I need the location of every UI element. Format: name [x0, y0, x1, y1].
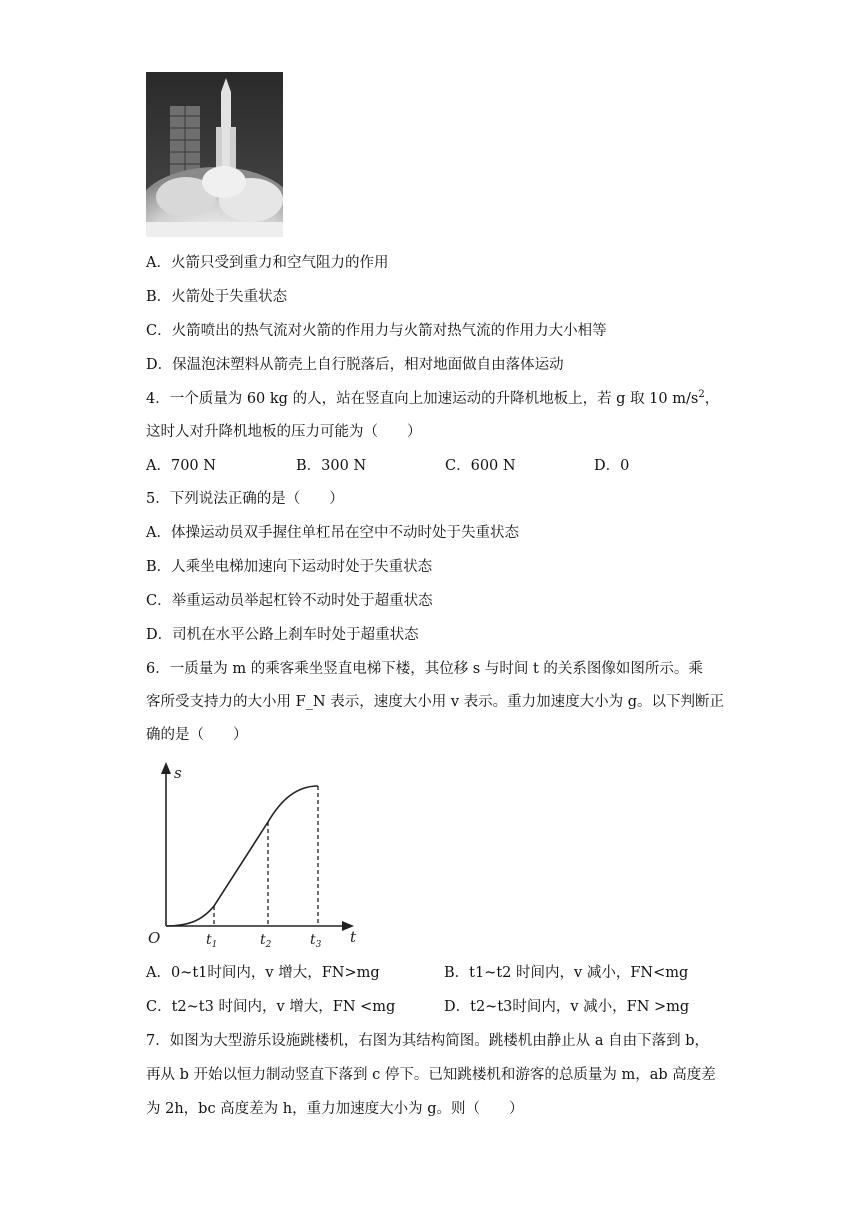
y-axis-arrow — [161, 762, 171, 774]
q6-option-b: B．t1~t2 时间内，v 减小，FN<mg — [444, 965, 689, 981]
q4-stem-line1: 4．一个质量为 60 kg 的人，站在竖直向上加速运动的升降机地板上，若 g 取 10 $m/s^2$， — [146, 389, 720, 407]
origin-label: O — [148, 929, 161, 947]
q6-option-d: D．t2~t3时间内，v 减小，FN >mg — [444, 999, 690, 1015]
q5-option-b: B．人乘坐电梯加速向下运动时处于失重状态 — [146, 559, 433, 575]
q6-option-a: A．0~t1时间内，v 增大，FN>mg — [146, 965, 380, 981]
q6-stem-line1: 6．一质量为 m 的乘客乘坐竖直电梯下楼，其位移 s 与时间 t 的关系图像如图所示。乘 — [146, 661, 703, 677]
s-t-curve — [166, 786, 318, 926]
q4-option-c: C．600 N — [445, 458, 516, 474]
q6-stem-line2: 客所受支持力的大小用 F_N 表示，速度大小用 v 表示。重力加速度大小为 g。以下判断正 — [146, 694, 725, 710]
q3-option-d: D．保温泡沫塑料从箭壳上自行脱落后，相对地面做自由落体运动 — [146, 357, 564, 373]
s-t-graph — [146, 760, 362, 952]
tick-label-t2: $t_2$ — [260, 932, 272, 950]
q4-option-a: A．700 N — [146, 458, 216, 474]
q6-option-c: C．t2~t3 时间内，v 增大，FN <mg — [146, 999, 396, 1015]
tick-label-t3: $t_3$ — [310, 932, 322, 950]
q5-option-a: A．体操运动员双手握住单杠吊在空中不动时处于失重状态 — [146, 525, 519, 541]
q4-stem-line2: 这时人对升降机地板的压力可能为（ ） — [146, 424, 422, 440]
q5-option-d: D．司机在水平公路上刹车时处于超重状态 — [146, 627, 419, 643]
q3-option-b: B．火箭处于失重状态 — [146, 289, 288, 305]
q4-option-d: D．0 — [594, 458, 630, 474]
q5-stem: 5．下列说法正确的是（ ） — [146, 491, 344, 507]
q7-stem-line3: 为 2h，bc 高度差为 h，重力加速度大小为 g。则（ ） — [146, 1101, 524, 1117]
q3-option-c: C．火箭喷出的热气流对火箭的作用力与火箭对热气流的作用力大小相等 — [146, 323, 607, 339]
q5-option-c: C．举重运动员举起杠铃不动时处于超重状态 — [146, 593, 433, 609]
tick-label-t1: $t_1$ — [206, 932, 218, 950]
x-axis-label: t — [350, 928, 357, 946]
q7-stem-line2: 再从 b 开始以恒力制动竖直下落到 c 停下。已知跳楼机和游客的总质量为 m，ab 高度差 — [146, 1067, 716, 1083]
y-axis-label: s — [174, 764, 182, 782]
q4-option-b: B．300 N — [296, 458, 367, 474]
rocket-launch-photo — [146, 72, 283, 237]
q3-option-a: A．火箭只受到重力和空气阻力的作用 — [146, 255, 389, 271]
q7-stem-line1: 7．如图为大型游乐设施跳楼机，右图为其结构简图。跳楼机由静止从 a 自由下落到 b， — [146, 1033, 709, 1049]
q6-stem-line3: 确的是（ ） — [146, 727, 248, 743]
